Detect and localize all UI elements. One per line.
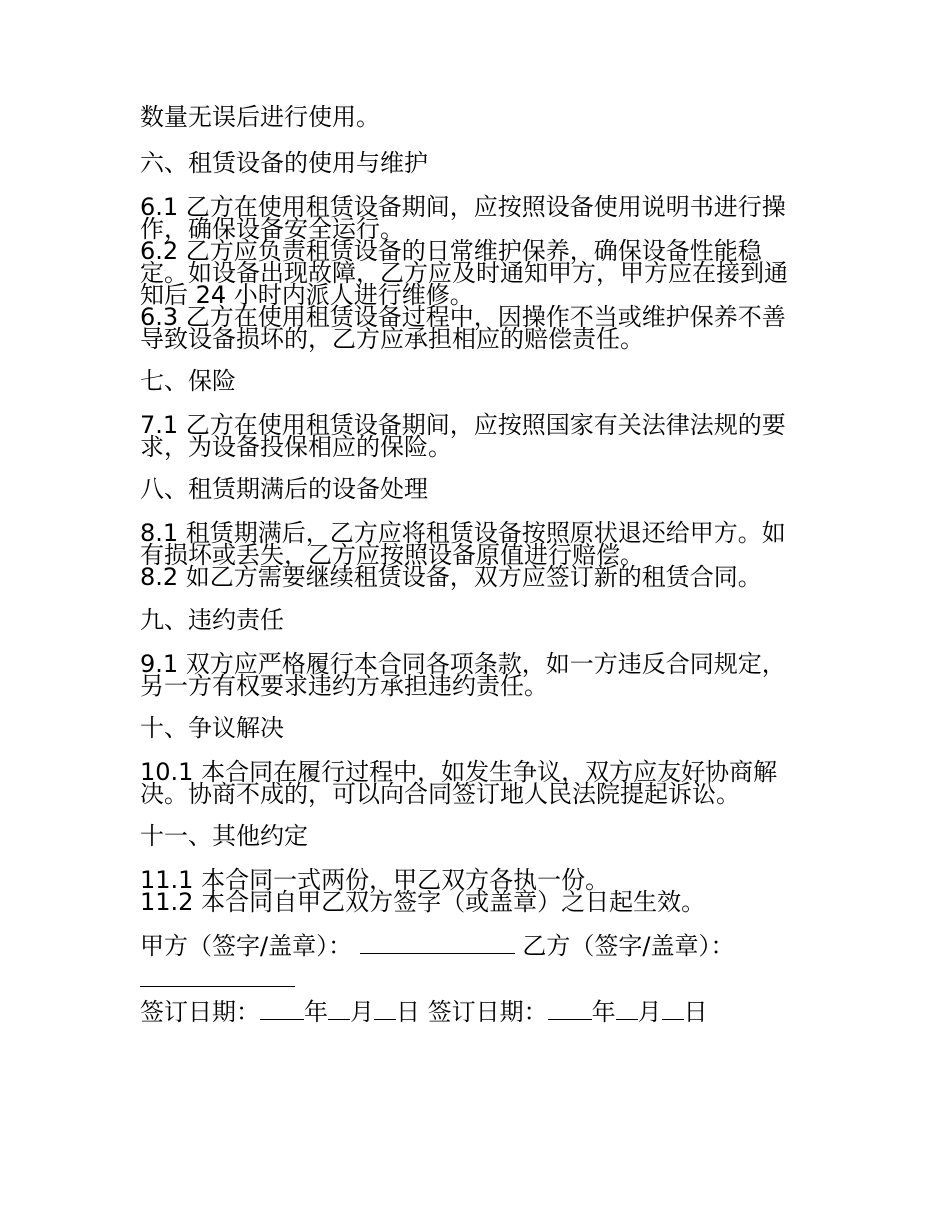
clause-line: 6.3 乙方在使用租赁设备过程中，因操作不当或维护保养不善 [140, 303, 786, 331]
section-heading-9: 九、违约责任 [140, 606, 284, 634]
clause-6-2 [140, 237, 788, 309]
clause-line: 知后 24 小时内派人进行维修。 [140, 281, 474, 309]
day-label: 日 [396, 998, 420, 1026]
month-blank-b[interactable] [616, 997, 638, 1020]
party-b-signature-blank[interactable] [140, 964, 295, 987]
clause-line: 8.2 如乙方需要继续租赁设备，双方应签订新的租赁合同。 [140, 563, 762, 591]
clause-line: 6.2 乙方应负责租赁设备的日常维护保养，确保设备性能稳 [140, 237, 762, 265]
month-blank-a[interactable] [328, 997, 350, 1020]
month-label: 月 [637, 998, 662, 1026]
section-heading-8: 八、租赁期满后的设备处理 [140, 475, 428, 503]
section-heading-6: 六、租赁设备的使用与维护 [140, 149, 428, 177]
month-label: 月 [350, 998, 374, 1026]
date-label-a: 签订日期： [140, 998, 260, 1026]
clause-line: 9.1 双方应严格履行本合同各项条款，如一方违反合同规定， [140, 650, 786, 678]
clause-10-1 [140, 758, 778, 808]
day-blank-a[interactable] [374, 997, 396, 1020]
clause-line: 11.2 本合同自甲乙双方签字（或盖章）之日起生效。 [140, 888, 706, 916]
party-a-signature-blank[interactable] [360, 931, 515, 954]
clause-line: 有损坏或丢失，乙方应按照设备原值进行赔偿。 [140, 541, 644, 569]
clause-11-2 [140, 888, 706, 916]
year-blank-a[interactable] [260, 997, 304, 1020]
text-fragment: 数量无误后进行使用。 [140, 103, 380, 131]
clause-line: 定。如设备出现故障，乙方应及时通知甲方，甲方应在接到通 [140, 259, 788, 287]
clause-line: 11.1 本合同一式两份，甲乙双方各执一份。 [140, 866, 610, 894]
clause-6-1 [140, 193, 786, 243]
section-heading-11: 十一、其他约定 [140, 822, 308, 850]
party-a-label: 甲方（签字/盖章）： [140, 932, 353, 960]
date-row [140, 996, 708, 1028]
clause-line: 导致设备损坏的，乙方应承担相应的赔偿责任。 [140, 325, 644, 353]
clause-7-1 [140, 411, 786, 461]
year-blank-b[interactable] [548, 997, 592, 1020]
clause-9-1 [140, 650, 786, 700]
year-label: 年 [304, 998, 328, 1026]
party-b-label: 乙方（签字/盖章）： [522, 932, 735, 960]
year-label: 年 [591, 998, 616, 1026]
clause-line: 作，确保设备安全运行。 [140, 215, 404, 243]
clause-8-2 [140, 563, 762, 591]
date-label-b: 签订日期： [427, 998, 548, 1026]
clause-line: 决。协商不成的，可以向合同签订地人民法院提起诉讼。 [140, 780, 740, 808]
section-heading-10: 十、争议解决 [140, 714, 284, 742]
day-blank-b[interactable] [662, 997, 684, 1020]
clause-line: 10.1 本合同在履行过程中，如发生争议，双方应友好协商解 [140, 758, 778, 786]
section-heading-7: 七、保险 [140, 367, 236, 395]
party-b-signature-row [140, 964, 295, 987]
day-label: 日 [683, 998, 708, 1026]
clause-6-3 [140, 303, 786, 353]
clause-line: 另一方有权要求违约方承担违约责任。 [140, 672, 548, 700]
signature-row [140, 930, 734, 962]
clause-8-1 [140, 519, 786, 569]
clause-line: 6.1 乙方在使用租赁设备期间，应按照设备使用说明书进行操 [140, 193, 786, 221]
clause-line: 8.1 租赁期满后，乙方应将租赁设备按照原状退还给甲方。如 [140, 519, 786, 547]
clause-line: 求，为设备投保相应的保险。 [140, 433, 452, 461]
clause-line: 7.1 乙方在使用租赁设备期间，应按照国家有关法律法规的要 [140, 411, 786, 439]
